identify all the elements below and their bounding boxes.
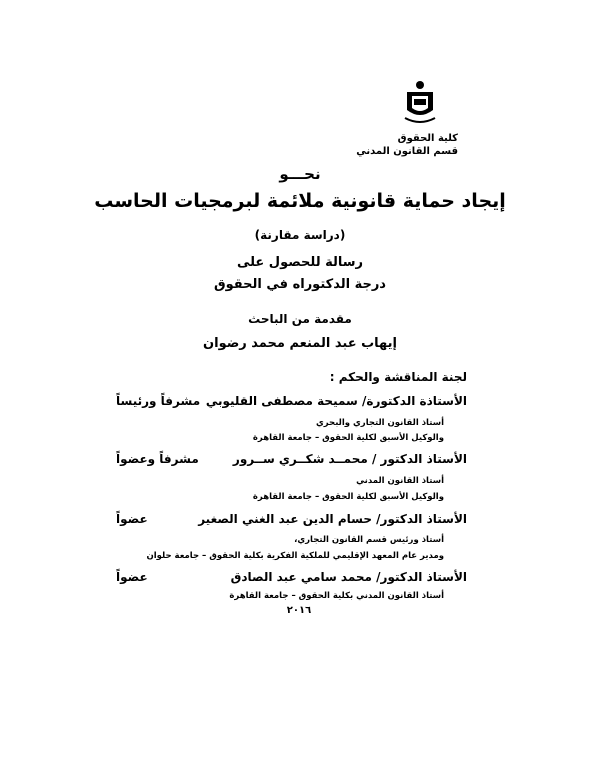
member-detail: أستاذ القانون التجاري والبحري (315, 418, 444, 428)
committee-heading: لجنة المناقشة والحكم : (329, 370, 467, 384)
author-name: إيهاب عبد المنعم محمد رضوان (203, 336, 397, 351)
member-role: مشرفاً ورئيساً (116, 394, 201, 408)
member-name: الأستاذة الدكتورة/ سميحة مصطفى القليوبي (205, 394, 467, 408)
member-detail: أستاذ ورئيس قسم القانون التجاري، (294, 535, 444, 545)
year: ٢٠١٦ (286, 605, 312, 616)
member-name: الأستاذ الدكتور/ محمد سامي عبد الصادق (230, 570, 467, 584)
member-name: الأستاذ الدكتور/ حسام الدين عبد الغني الصغير (198, 512, 467, 526)
presented-by-label: مقدمة من الباحث (248, 312, 352, 326)
degree-title: درجة الدكتوراه في الحقوق (214, 277, 386, 292)
member-detail: والوكيل الأسبق لكلية الحقوق – جامعة القاهرة (252, 433, 444, 443)
faculty-block (356, 132, 458, 158)
member-role: مشرفاً وعضواً (116, 452, 199, 466)
towards-heading: نحـــو (279, 165, 321, 183)
university-logo-icon (399, 78, 441, 128)
member-role: عضواً (116, 570, 148, 584)
member-detail: ومدير عام المعهد الإقليمي للملكية الفكرية بكلية الحقوق – جامعة حلوان (146, 551, 444, 561)
member-detail: أستاذ القانون المدني (356, 476, 444, 486)
member-name: الأستاذ الدكتور / محمــد شكــري ســرور (232, 452, 467, 466)
thesis-subtitle: (دراسة مقارنة) (254, 228, 346, 242)
thesis-title: إيجاد حماية قانونية ملائمة لبرمجيات الحاسب (94, 190, 506, 212)
thesis-purpose: رسالة للحصول على (236, 255, 364, 270)
member-detail: والوكيل الأسبق لكلية الحقوق – جامعة القاهرة (252, 492, 444, 502)
department-name: قسم القانون المدني (356, 146, 458, 157)
faculty-name: كلية الحقوق (397, 133, 458, 144)
member-detail: أستاذ القانون المدني بكلية الحقوق – جامعة القاهرة (229, 591, 444, 601)
member-role: عضواً (116, 512, 148, 526)
